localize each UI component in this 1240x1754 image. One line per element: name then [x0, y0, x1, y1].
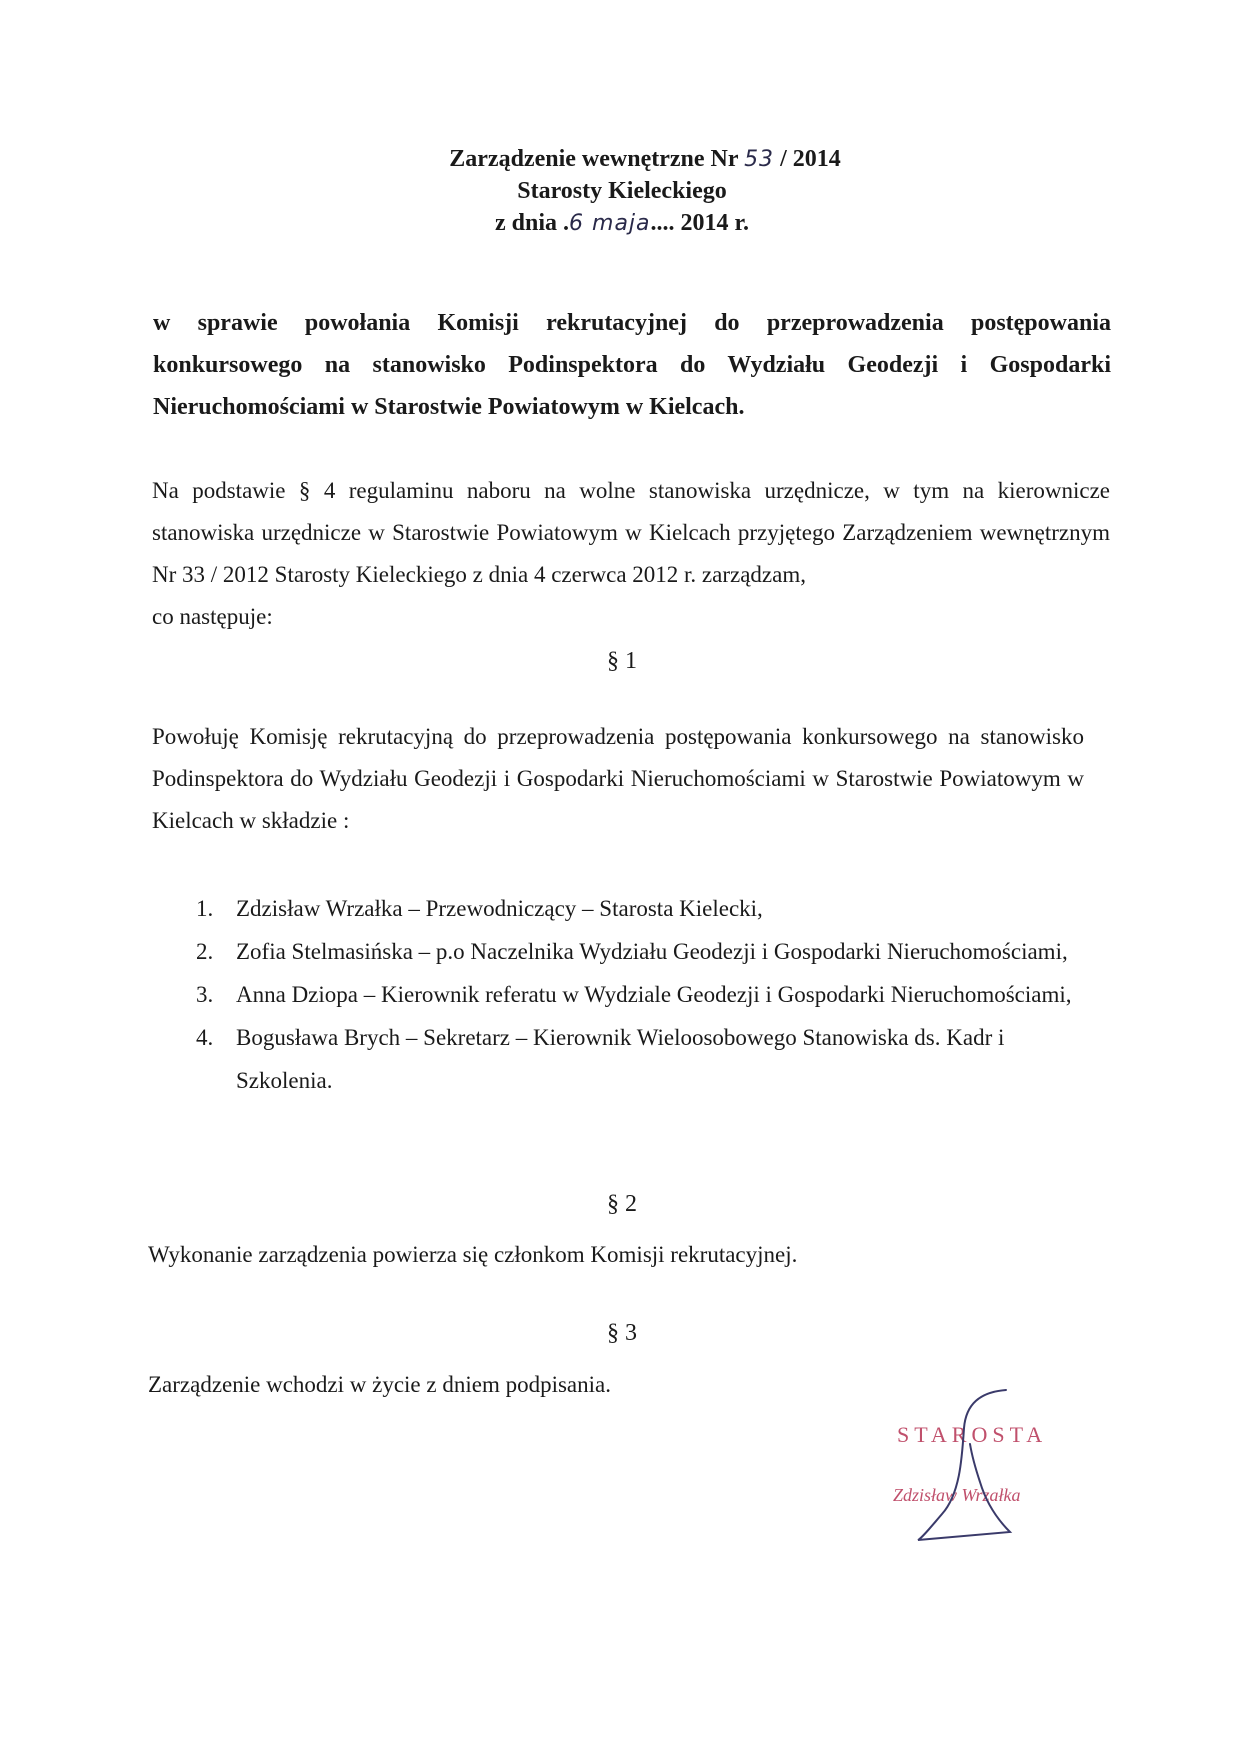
order-title-prefix: Zarządzenie wewnętrzne Nr: [449, 146, 739, 172]
order-issuer: Starosty Kieleckiego: [517, 178, 727, 204]
list-item-number: 2.: [196, 939, 214, 964]
list-item-text: Zofia Stelmasińska – p.o Naczelnika Wydziału Geodezji i Gospodarki Nieruchomościami,: [236, 939, 1068, 964]
list-item: [196, 1016, 1096, 1102]
section-1-text: Powołuję Komisję rekrutacyjną do przeprowadzenia postępowania konkursowego na stanowisko Podinspektora do Wydziału Geodezji i Gospodarki Nieruchomościami w Starostwie Powiatowym w Kielcach w składzie :: [152, 724, 1084, 833]
section-3-symbol: § 3: [607, 1320, 637, 1346]
legal-basis-text: Na podstawie § 4 regulaminu naboru na wolne stanowiska urzędnicze, w tym na kierownicze stanowiska urzędnicze w Starostwie Powiatowym w Kielcach przyjętego Zarządzeniem wewnętrznym Nr 33 / 2012 Starosty Kieleckiego z dnia 4 czerwca 2012 r. zarządzam,: [152, 478, 1110, 587]
order-title-suffix: / 2014: [780, 146, 841, 172]
section-3-text: Zarządzenie wchodzi w życie z dniem podpisania.: [148, 1372, 611, 1397]
handwritten-signature: [900, 1382, 1030, 1542]
commission-members-list: [196, 887, 1096, 1102]
list-item-text: Zdzisław Wrzałka – Przewodniczący – Starosta Kielecki,: [236, 896, 763, 921]
section-2-symbol: § 2: [607, 1191, 637, 1217]
order-title: [0, 146, 1240, 173]
list-item: [196, 973, 1096, 1016]
legal-basis-closing: co następuje:: [152, 604, 273, 629]
list-item-text: Anna Dziopa – Kierownik referatu w Wydziale Geodezji i Gospodarki Nieruchomościami,: [236, 982, 1072, 1007]
list-item-number: 4.: [196, 1025, 214, 1050]
order-subject: w sprawie powołania Komisji rekrutacyjnej do przeprowadzenia postępowania konkursowego na stanowisko Podinspektora do Wydziału Geodezji i Gospodarki Nieruchomościami w Starostwie Powiatowym w Kielcach.: [153, 310, 1111, 420]
list-item: [196, 887, 1096, 930]
list-item-number: 3.: [196, 982, 214, 1007]
section-2-text: Wykonanie zarządzenia powierza się członkom Komisji rekrutacyjnej.: [148, 1242, 798, 1267]
order-number-handwritten: 53: [744, 147, 775, 172]
legal-basis-paragraph: [152, 470, 1110, 638]
list-item: [196, 930, 1096, 973]
list-item-text: Bogusława Brych – Sekretarz – Kierownik Wieloosobowego Stanowiska ds. Kadr i Szkolenia.: [236, 1025, 1005, 1093]
order-date-prefix: z dnia .: [495, 210, 570, 236]
order-date-suffix: .... 2014 r.: [650, 210, 749, 236]
list-item-number: 1.: [196, 896, 214, 921]
stamp-name: Zdzisław Wrzałka: [893, 1485, 1021, 1505]
stamp-title: STAROSTA: [897, 1422, 1048, 1447]
order-date: [0, 210, 1240, 237]
section-1-symbol: § 1: [607, 648, 637, 674]
order-date-handwritten: 6 maja: [569, 211, 651, 236]
